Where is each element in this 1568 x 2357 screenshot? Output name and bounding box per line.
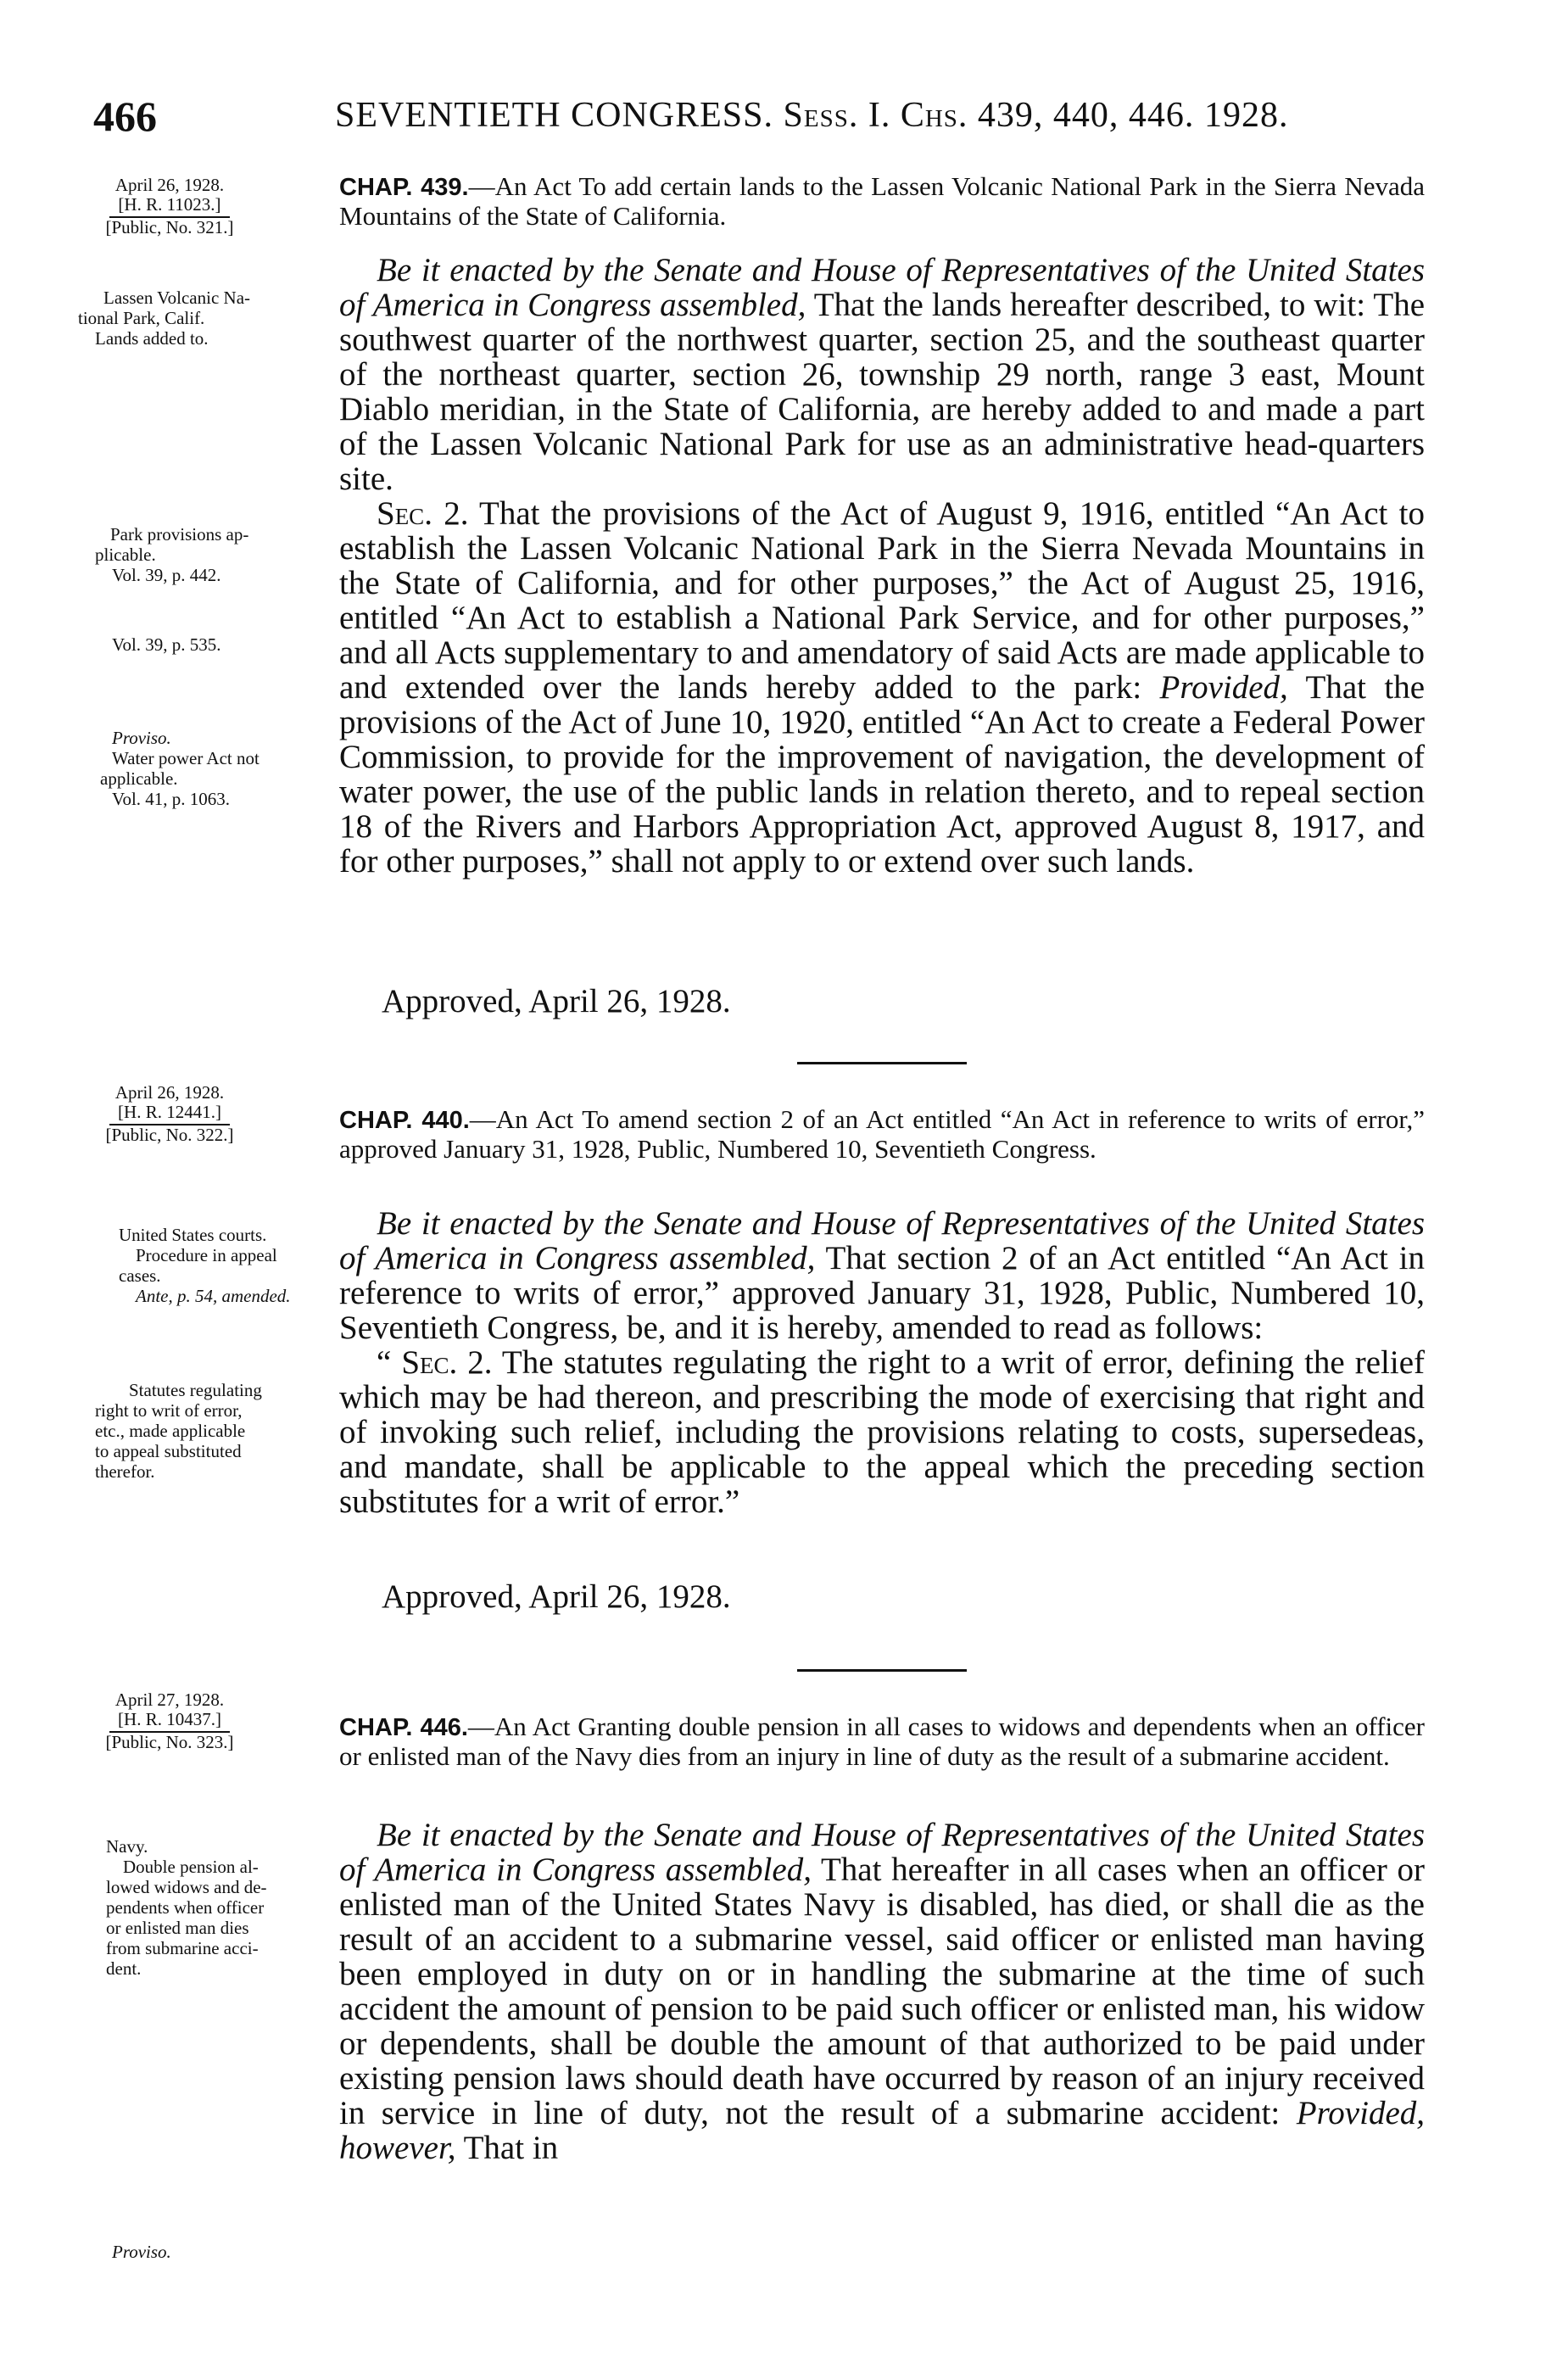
margin-note-park-provisions: Park provisions ap- plicable. Vol. 39, p. 442. xyxy=(95,524,249,585)
chapter-description: —An Act To add certain lands to the Lassen Volcanic National Park in the Sierra Nevada Mountains of the State of California. xyxy=(339,171,1425,231)
proviso-word: Provided, xyxy=(1159,669,1288,706)
margin-note-vol-39-535: Vol. 39, p. 535. xyxy=(112,634,221,655)
bill-number: [H. R. 11023.] xyxy=(81,194,259,218)
margin-note-courts: United States courts. Procedure in appeal cases. Ante, p. 54, amended. xyxy=(119,1225,291,1306)
chapter-title xyxy=(339,1712,1425,1771)
section-1-text: That hereafter in all cases when an officer or enlisted man of the United States Navy is disabled, has died, or shall die as the result of an accident to a submarine vessel, said officer or enlisted man having been employed in duty on or in handling the submarine at the time of such accident the amount of pension to be paid such officer or enlisted man, his widow or dependents, shall be double the amount of that authorized to be paid under existing pension laws should death have occurred by reason of an injury received in service in line of duty, not the result of a submarine accident: xyxy=(339,1852,1426,2131)
approval-date: Approved, April 26, 1928. xyxy=(382,983,731,1019)
section-2-label: Sec. 2. xyxy=(377,495,469,532)
congress-title: SEVENTIETH CONGRESS. xyxy=(335,96,774,135)
bill-number: [H. R. 12441.] xyxy=(81,1102,259,1125)
section-divider xyxy=(797,1669,967,1672)
section-2-text: That the provisions of the Act of August 9, 1916, entitled “An Act to establish the Lassen Volcanic National Park in the Sierra Nevada Mountains in the State of California, and for other purposes,” the Act of August 25, 1916, entitled “An Act to establish a National Park Service, and for other purposes,” and all Acts supplementary to and amendatory of said Acts are made applicable to and extended over the lands hereby added to the park: xyxy=(339,495,1425,706)
chapter-title xyxy=(339,172,1425,231)
year-label: 1928. xyxy=(1203,96,1289,135)
enacting-clause: Be it enacted by the Senate and House of Representatives of the United States of America in Congress assembled, xyxy=(339,1817,1425,1888)
margin-note-subject: Lassen Volcanic Na- tional Park, Calif. Lands added to. xyxy=(78,288,251,349)
public-law-number: [Public, No. 321.] xyxy=(105,217,234,237)
chapter-label: CHAP. 439. xyxy=(339,174,469,201)
margin-note-water-power: Proviso. Water power Act not applicable. Vol. 41, p. 1063. xyxy=(100,728,259,809)
margin-note-navy: Navy. Double pension al- lowed widows and de- pendents when officer or enlisted man dies from submarine acci- dent. xyxy=(106,1836,267,1979)
proviso-word: Provided, however, xyxy=(339,2095,1426,2166)
chapter-title xyxy=(339,1105,1425,1164)
act-text xyxy=(339,253,1425,879)
enacting-clause: Be it enacted by the Senate and House of Representatives of the United States of America in Congress assembled, xyxy=(339,1205,1425,1276)
public-law-number: [Public, No. 323.] xyxy=(105,1732,234,1752)
chapters-label: Chs. 439, 440, 446. xyxy=(900,96,1195,135)
margin-note-proviso: Proviso. xyxy=(112,2242,171,2262)
chapter-description: —An Act Granting double pension in all cases to widows and dependents when an officer or enlisted man of the Navy dies from an injury in line of duty as the result of a submarine accident. xyxy=(339,1712,1425,1771)
approval-date: Approved, April 26, 1928. xyxy=(382,1578,731,1615)
enacting-clause: Be it enacted by the Senate and House of Representatives of the United States of America in Congress assembled, xyxy=(339,252,1425,323)
session-label: Sess. I. xyxy=(783,96,891,135)
act-date: April 26, 1928. xyxy=(114,1082,225,1103)
page-number: 466 xyxy=(93,92,157,140)
act-date: April 27, 1928. xyxy=(114,1690,225,1710)
bill-number: [H. R. 10437.] xyxy=(81,1709,259,1733)
section-divider xyxy=(797,1062,967,1064)
chapter-label: CHAP. 446. xyxy=(339,1714,468,1741)
proviso-text: That in xyxy=(463,2130,559,2166)
section-1-text: That the lands hereafter described, to wit: The southwest quarter of the northwest quarter, section 25, and the southeast quarter of the northeast quarter, section 26, township 29 north, range 3 east, Mount Diablo meridian, in the State of California, are hereby added to and made a part of the Lassen Volcanic National Park for use as an administrative head-quarters site. xyxy=(339,287,1426,497)
chapter-label: CHAP. 440. xyxy=(339,1107,470,1134)
section-2-text: The statutes regulating the right to a writ of error, defining the relief which may be had thereon, and prescribing the mode of exercising that right and of invoking such relief, including the provisions relating to costs, supersedeas, and mandate, shall be applicable to the appeal which the preceding section substitutes for a writ of error.” xyxy=(339,1344,1426,1520)
proviso-text: That the provisions of the Act of June 10, 1920, entitled “An Act to create a Federal Power Commission, to provide for the improvement of navigation, the development of water power, the use of the public lands in relation thereto, and to repeal section 18 of the Rivers and Harbors Appropriation Act, approved August 8, 1917, and for other purposes,” shall not apply to or extend over such lands. xyxy=(339,669,1425,880)
act-text xyxy=(339,1206,1425,1519)
chapter-description: —An Act To amend section 2 of an Act entitled “An Act in reference to writs of error,” approved January 31, 1928, Public, Numbered 10, Seventieth Congress. xyxy=(339,1104,1425,1164)
section-1-text: That section 2 of an Act entitled “An Act in reference to writs of error,” approved January 31, 1928, Public, Numbered 10, Seventieth Congress, be, and it is hereby, amended to read as follows: xyxy=(339,1240,1425,1346)
margin-note-statutes: Statutes regulating right to writ of error, etc., made applicable to appeal substituted therefor. xyxy=(95,1380,262,1482)
running-title xyxy=(335,95,1288,136)
act-text xyxy=(339,1818,1425,2165)
section-2-label: “ Sec. 2. xyxy=(377,1344,493,1381)
act-date: April 26, 1928. xyxy=(114,175,225,195)
public-law-number: [Public, No. 322.] xyxy=(105,1125,234,1145)
